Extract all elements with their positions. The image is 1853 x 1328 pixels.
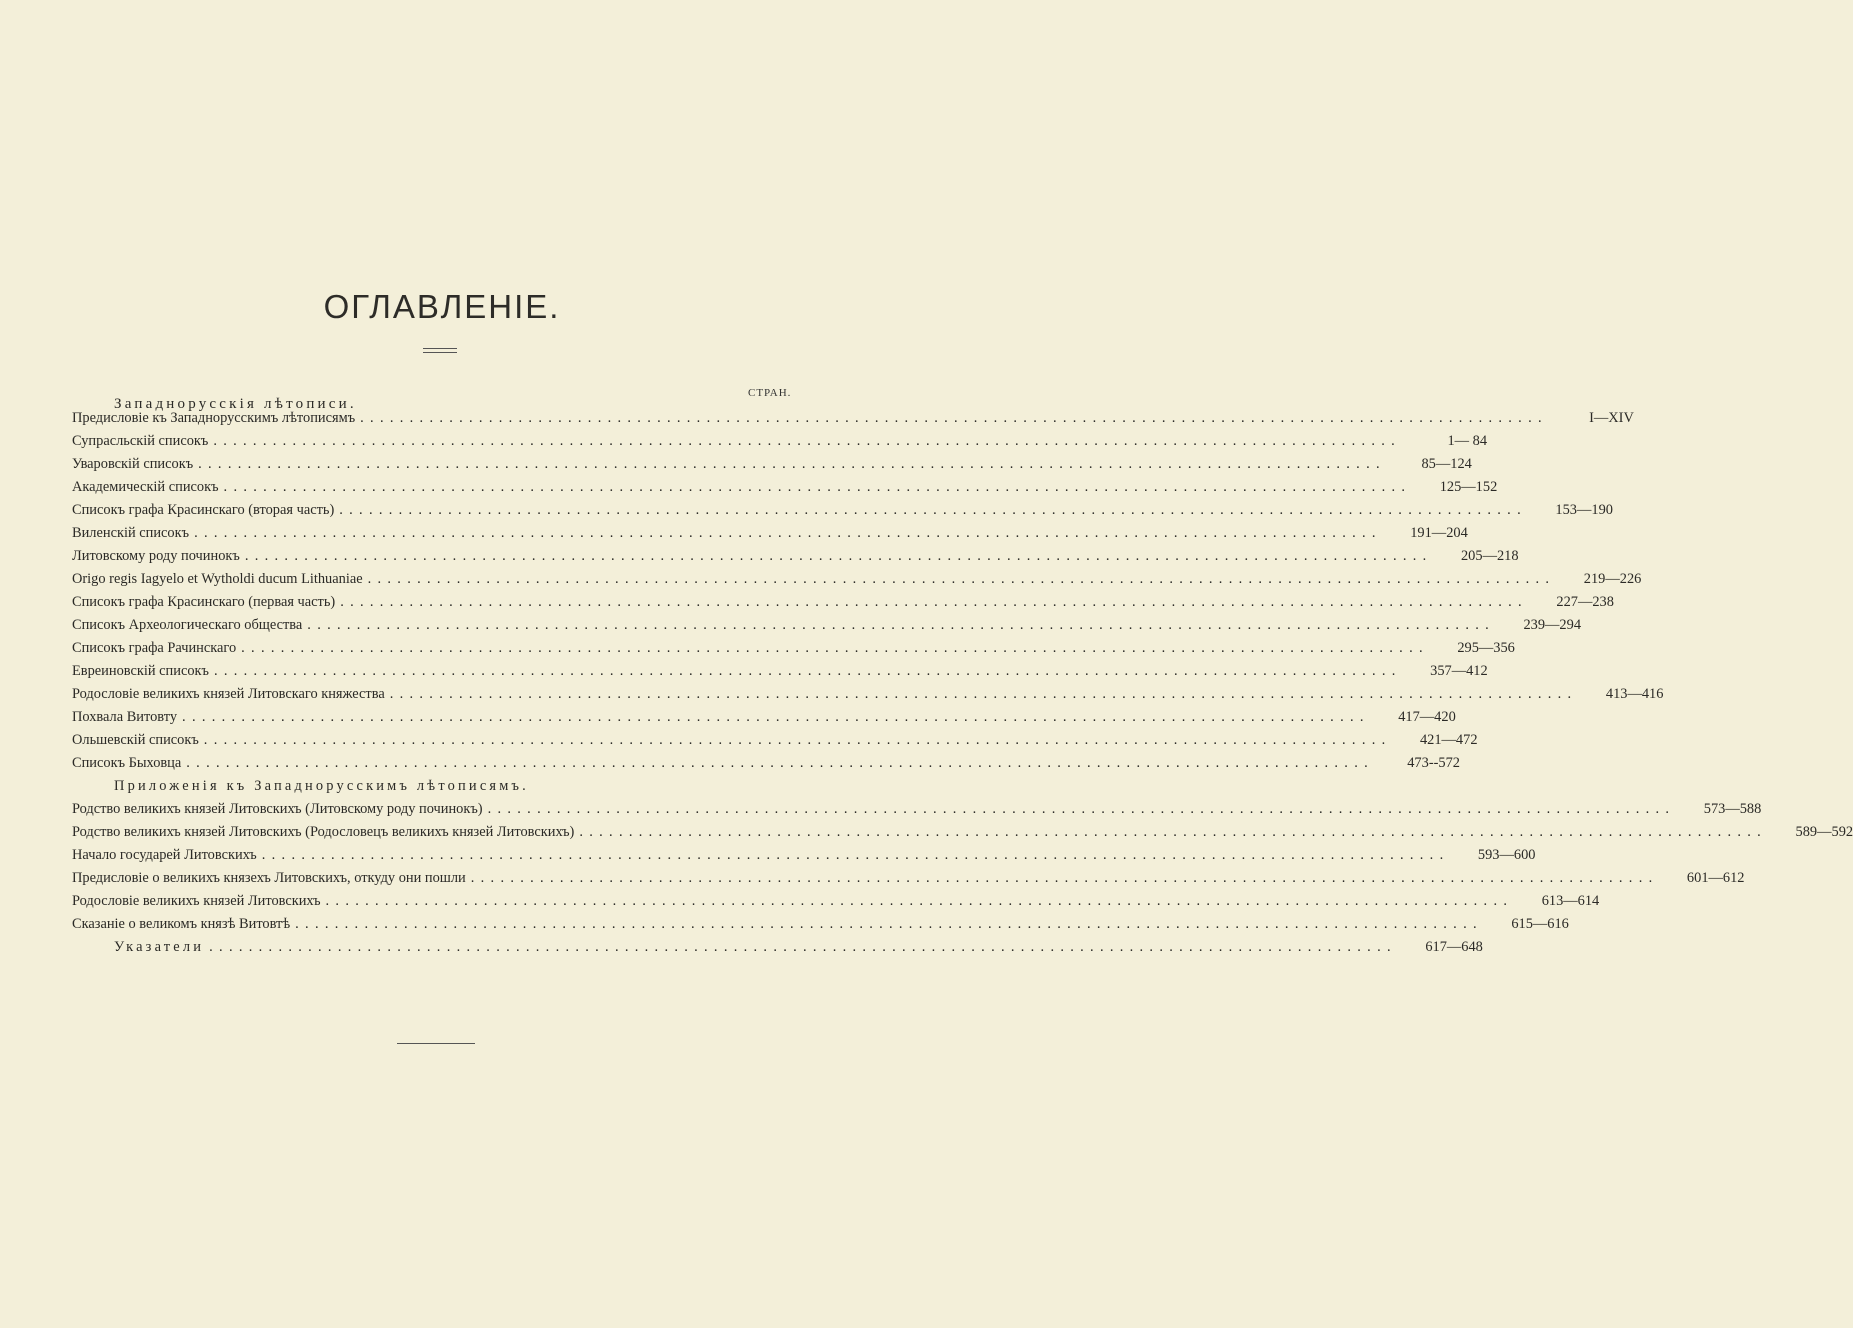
toc-row[interactable] (72, 617, 1582, 640)
toc-entry-title: Родословіе великихъ князей Литовскихъ (72, 893, 321, 909)
toc-row[interactable] (72, 755, 1460, 778)
toc-entry-pages: 417—420 (1398, 709, 1456, 725)
toc-entry-pages: 413—416 (1605, 686, 1664, 702)
toc-entry-pages: 421—472 (1419, 732, 1478, 748)
leader-dots: ........................................................................................................................ (209, 939, 1397, 955)
toc-entry-pages: 219—226 (1583, 571, 1642, 587)
toc-row[interactable] (72, 456, 1472, 479)
toc-row[interactable] (72, 594, 1614, 617)
leader-dots: ........................................................................................................................ (213, 663, 1402, 679)
leader-dots: ........................................................................................................................ (203, 732, 1392, 748)
leader-dots: ........................................................................................................................ (213, 433, 1402, 449)
leader-dots: ........................................................................................................................ (487, 801, 1676, 817)
toc-entry-title: Списокъ Быховца (72, 755, 182, 771)
toc-row[interactable] (72, 824, 1853, 847)
leader-dots: ........................................................................................................................ (223, 479, 1412, 495)
toc-row[interactable] (72, 502, 1613, 525)
toc-entry-pages: 601—612 (1686, 870, 1745, 886)
toc-entry-title: Начало государей Литовскихъ (72, 847, 257, 863)
toc-entry-title: Уваровскій списокъ (72, 456, 194, 472)
toc-entry-title: Предисловіе о великихъ князехъ Литовскихъ, откуду они пошли (72, 870, 466, 886)
leader-dots: ........................................................................................................................ (295, 916, 1483, 932)
leader-dots: ........................................................................................................................ (339, 502, 1527, 518)
toc-row[interactable] (72, 801, 1762, 824)
leader-dots: ........................................................................................................................ (194, 525, 1382, 541)
toc-entry-pages: 613—614 (1541, 893, 1600, 909)
toc-entry-pages: 589—592 (1795, 824, 1853, 840)
closing-rule (397, 1043, 475, 1044)
leader-dots: ........................................................................................................................ (307, 617, 1496, 633)
section-heading-chronicles: Западнорусскія лѣтописи. (114, 396, 357, 412)
toc-entry-pages: I—XIV (1589, 410, 1634, 426)
leader-dots: ........................................................................................................................ (470, 870, 1659, 886)
title-rule-bottom (423, 352, 457, 353)
leader-dots: ........................................................................................................................ (360, 410, 1548, 426)
toc-entry-pages: 357—412 (1430, 663, 1488, 679)
leader-dots: ........................................................................................................................ (367, 571, 1556, 587)
toc-entry-title: Списокъ графа Рачинскаго (72, 640, 237, 656)
leader-dots: ........................................................................................................................ (198, 456, 1386, 472)
toc-row[interactable] (72, 870, 1745, 893)
toc-entry-title: Указатели (114, 939, 205, 955)
toc-entry-pages: 1— 84 (1447, 433, 1488, 449)
toc-entry-pages: 615—616 (1511, 916, 1569, 932)
toc-entry-title: Родство великихъ князей Литовскихъ (Родословецъ великихъ князей Литовскихъ) (72, 824, 575, 840)
toc-row[interactable] (72, 686, 1664, 709)
page-title: ОГЛАВЛЕНІЕ. (323, 288, 561, 325)
toc-row[interactable] (72, 479, 1498, 502)
toc-entry-pages: 153—190 (1555, 502, 1613, 518)
toc-row[interactable] (72, 916, 1569, 939)
toc-entry-pages: 125—152 (1439, 479, 1498, 495)
toc-entry-pages: 205—218 (1460, 548, 1519, 564)
toc-entry-pages: 573—588 (1703, 801, 1762, 817)
toc-entry-pages: 617—648 (1425, 939, 1483, 955)
toc-row[interactable] (72, 433, 1488, 456)
toc-row[interactable] (72, 548, 1519, 571)
toc-row[interactable] (72, 893, 1600, 916)
toc-entry-title: Списокъ графа Красинскаго (вторая часть) (72, 502, 335, 518)
toc-entry-pages: 191—204 (1410, 525, 1468, 541)
section-heading-appendices: Приложенія къ Западнорусскимъ лѣтописямъ. (114, 778, 529, 794)
toc-entry-title: Списокъ графа Красинскаго (первая часть) (72, 594, 336, 610)
toc-entry-title: Предисловіе къ Западнорусскимъ лѣтописямъ (72, 410, 356, 426)
toc-entry-title: Академическій списокъ (72, 479, 219, 495)
title-rule-top (423, 348, 457, 349)
toc-entry-title: Похвала Витовту (72, 709, 178, 725)
leader-dots: ........................................................................................................................ (241, 640, 1429, 656)
page-column-label: СТРАН. (748, 387, 792, 399)
toc-entry-pages: 239—294 (1523, 617, 1582, 633)
toc-entry-title: Сказаніе о великомъ князѣ Витовтѣ (72, 916, 291, 932)
toc-row[interactable] (72, 847, 1536, 870)
leader-dots: ........................................................................................................................ (340, 594, 1528, 610)
toc-entry-pages: 85—124 (1421, 456, 1472, 472)
toc-row[interactable] (72, 663, 1488, 686)
toc-entry-title: Литовскому роду починокъ (72, 548, 240, 564)
leader-dots: ........................................................................................................................ (579, 824, 1768, 840)
toc-entry-pages: 295—356 (1457, 640, 1515, 656)
toc-entry-title: Супрасльскій списокъ (72, 433, 209, 449)
leader-dots: ........................................................................................................................ (186, 755, 1374, 771)
toc-entry-pages: 593—600 (1477, 847, 1536, 863)
leader-dots: ........................................................................................................................ (182, 709, 1370, 725)
toc-entry-title: Ольшевскій списокъ (72, 732, 199, 748)
toc-entry-pages: 227—238 (1556, 594, 1614, 610)
section-heading-appendices-row (72, 778, 800, 801)
toc-row[interactable] (72, 640, 1515, 663)
toc-entry-title: Родство великихъ князей Литовскихъ (Литовскому роду починокъ) (72, 801, 483, 817)
toc-row[interactable] (72, 410, 1634, 433)
toc-entry-title: Евреиновскій списокъ (72, 663, 209, 679)
toc-row[interactable] (72, 525, 1468, 548)
toc-entry-title: Родословіе великихъ князей Литовскаго княжества (72, 686, 385, 702)
toc-row[interactable] (72, 571, 1642, 594)
leader-dots: ........................................................................................................................ (389, 686, 1578, 702)
leader-dots: ........................................................................................................................ (261, 847, 1450, 863)
toc-row[interactable] (72, 709, 1456, 732)
toc-entry-title: Origo regis Iagyelo et Wytholdi ducum Lithuaniae (72, 571, 363, 587)
leader-dots: ........................................................................................................................ (325, 893, 1514, 909)
table-of-contents (72, 410, 1853, 962)
toc-row-index[interactable] (72, 939, 1483, 962)
leader-dots: ........................................................................................................................ (244, 548, 1433, 564)
toc-row[interactable] (72, 732, 1478, 755)
toc-entry-pages: 473--572 (1407, 755, 1460, 771)
toc-entry-title: Списокъ Археологическаго общества (72, 617, 303, 633)
toc-entry-title: Виленскій списокъ (72, 525, 190, 541)
